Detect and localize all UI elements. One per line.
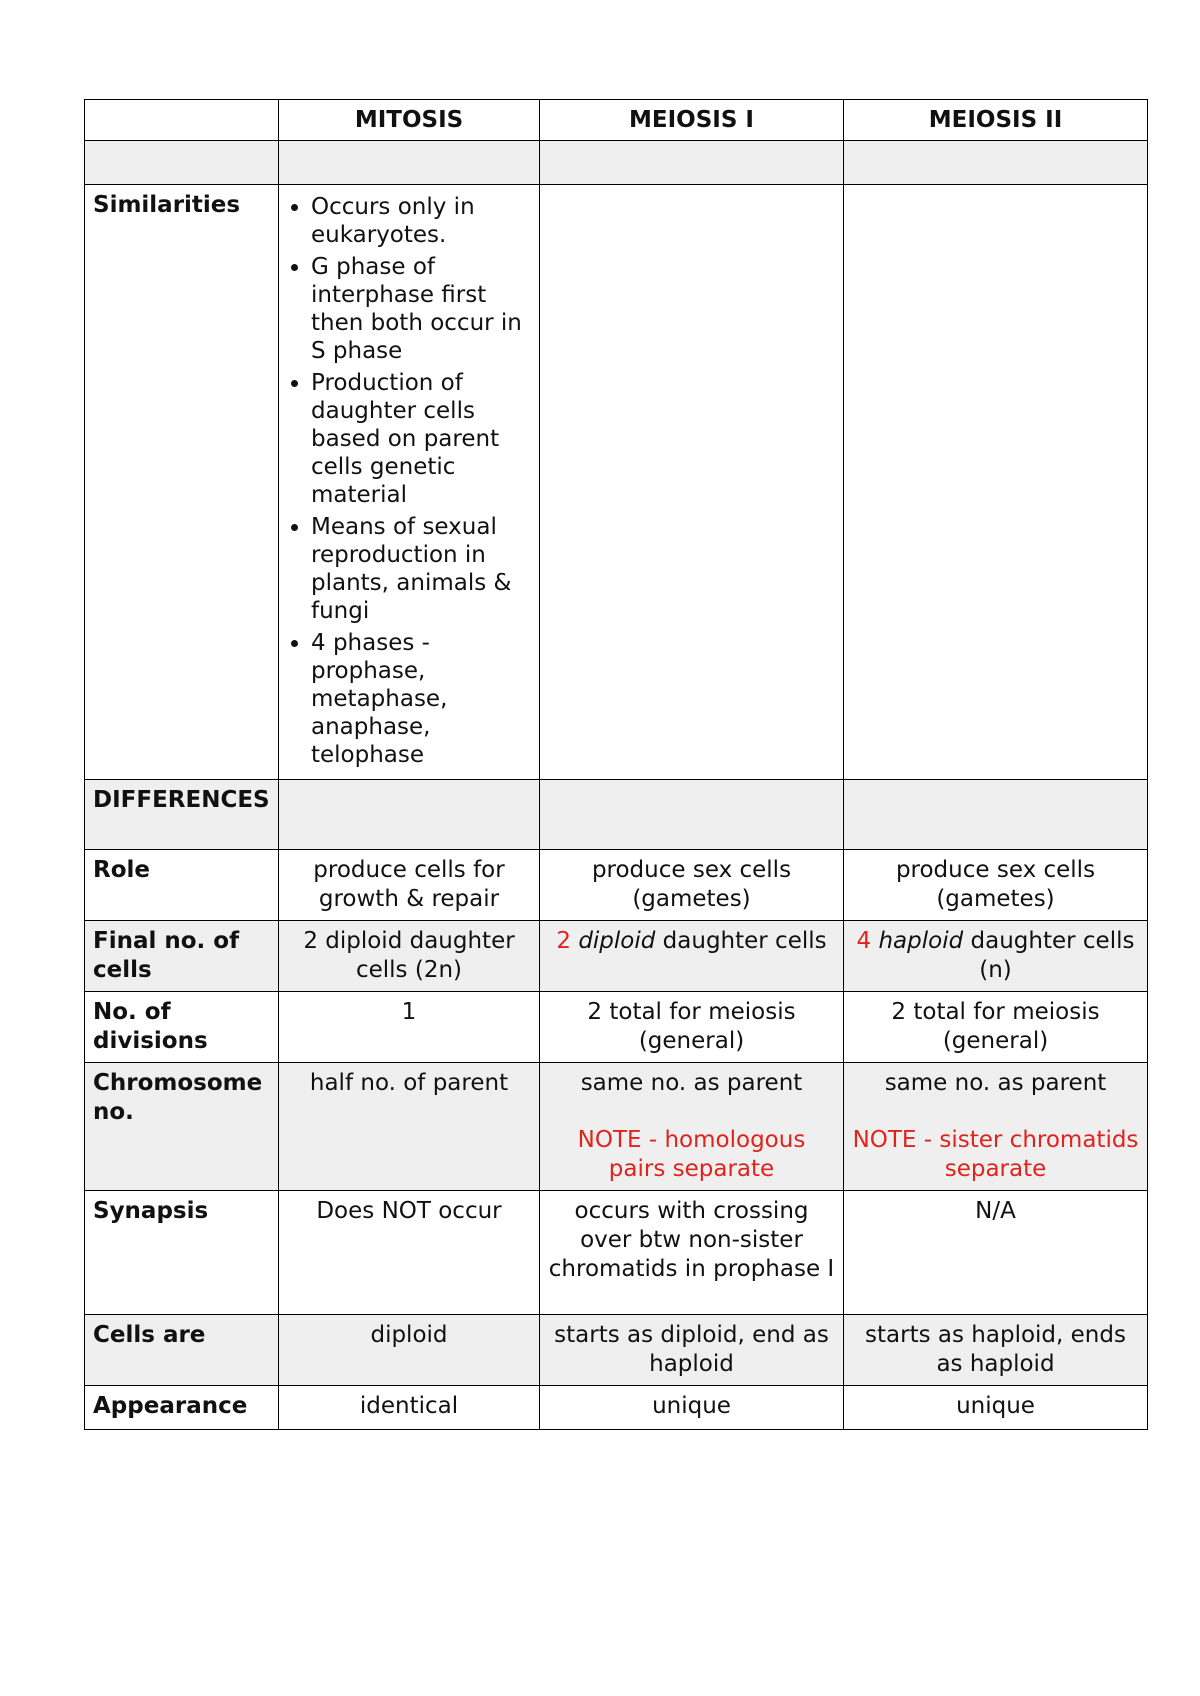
list-item: • Occurs only in eukaryotes. bbox=[311, 193, 531, 249]
header-meiosis-2: MEIOSIS II bbox=[844, 100, 1148, 141]
cells-are-row bbox=[85, 1315, 1148, 1386]
final-cells-label: Final no. of cells bbox=[85, 921, 279, 992]
chromosome-meiosis-2-value: same no. as parent bbox=[884, 1070, 1107, 1096]
blank-row bbox=[85, 141, 1148, 185]
list-item: • G phase of interphase first then both occur in S phase bbox=[311, 253, 531, 365]
synapsis-mitosis: Does NOT occur bbox=[279, 1191, 540, 1315]
cells-are-meiosis-2: starts as haploid, ends as haploid bbox=[844, 1315, 1148, 1386]
cells-are-meiosis-1: starts as diploid, end as haploid bbox=[540, 1315, 844, 1386]
role-row bbox=[85, 850, 1148, 921]
appearance-mitosis: identical bbox=[279, 1386, 540, 1430]
role-mitosis: produce cells for growth & repair bbox=[279, 850, 540, 921]
appearance-label: Appearance bbox=[85, 1386, 279, 1430]
final-cells-meiosis-1 bbox=[540, 921, 844, 992]
synapsis-meiosis-1: occurs with crossing over btw non-sister chromatids in prophase I bbox=[540, 1191, 844, 1315]
header-empty bbox=[85, 100, 279, 141]
similarities-row bbox=[85, 185, 1148, 780]
differences-label: DIFFERENCES bbox=[85, 780, 279, 850]
chromosome-meiosis-2 bbox=[844, 1063, 1148, 1191]
chromosome-row bbox=[85, 1063, 1148, 1191]
chromosome-label: Chromosome no. bbox=[85, 1063, 279, 1191]
final-cells-meiosis-2-ploidy: haploid bbox=[878, 928, 964, 954]
divisions-mitosis: 1 bbox=[279, 992, 540, 1063]
divisions-meiosis-2: 2 total for meiosis (general) bbox=[844, 992, 1148, 1063]
chromosome-meiosis-1 bbox=[540, 1063, 844, 1191]
synapsis-row bbox=[85, 1191, 1148, 1315]
divisions-meiosis-1: 2 total for meiosis (general) bbox=[540, 992, 844, 1063]
final-cells-meiosis-2-number: 4 bbox=[856, 928, 872, 954]
role-label: Role bbox=[85, 850, 279, 921]
final-cells-meiosis-1-rest: daughter cells bbox=[662, 928, 827, 954]
divisions-label: No. of divisions bbox=[85, 992, 279, 1063]
divisions-row bbox=[85, 992, 1148, 1063]
final-cells-meiosis-1-ploidy: diploid bbox=[578, 928, 656, 954]
cells-are-mitosis: diploid bbox=[279, 1315, 540, 1386]
appearance-meiosis-2: unique bbox=[844, 1386, 1148, 1430]
similarities-label: Similarities bbox=[85, 185, 279, 780]
differences-row bbox=[85, 780, 1148, 850]
list-item: • Production of daughter cells based on parent cells genetic material bbox=[311, 369, 531, 509]
appearance-row bbox=[85, 1386, 1148, 1430]
header-row bbox=[85, 100, 1148, 141]
chromosome-meiosis-2-note: NOTE - sister chromatids separate bbox=[852, 1127, 1139, 1182]
role-meiosis-1: produce sex cells (gametes) bbox=[540, 850, 844, 921]
chromosome-meiosis-1-value: same no. as parent bbox=[580, 1070, 803, 1096]
final-cells-row bbox=[85, 921, 1148, 992]
final-cells-meiosis-2 bbox=[844, 921, 1148, 992]
comparison-table bbox=[84, 99, 1148, 1430]
appearance-meiosis-1: unique bbox=[540, 1386, 844, 1430]
final-cells-mitosis: 2 diploid daughter cells (2n) bbox=[279, 921, 540, 992]
final-cells-meiosis-1-number: 2 bbox=[556, 928, 571, 954]
chromosome-mitosis: half no. of parent bbox=[279, 1063, 540, 1191]
similarities-list-cell bbox=[279, 185, 540, 780]
role-meiosis-2: produce sex cells (gametes) bbox=[844, 850, 1148, 921]
header-meiosis-1: MEIOSIS I bbox=[540, 100, 844, 141]
header-mitosis: MITOSIS bbox=[279, 100, 540, 141]
synapsis-label: Synapsis bbox=[85, 1191, 279, 1315]
list-item: • Means of sexual reproduction in plants, animals & fungi bbox=[311, 513, 531, 625]
final-cells-meiosis-2-rest: daughter cells (n) bbox=[970, 928, 1135, 983]
list-item: • 4 phases - prophase, metaphase, anaphase, telophase bbox=[311, 629, 531, 769]
similarities-list bbox=[287, 193, 531, 769]
synapsis-meiosis-2: N/A bbox=[844, 1191, 1148, 1315]
chromosome-meiosis-1-note: NOTE - homologous pairs separate bbox=[577, 1127, 806, 1182]
cells-are-label: Cells are bbox=[85, 1315, 279, 1386]
